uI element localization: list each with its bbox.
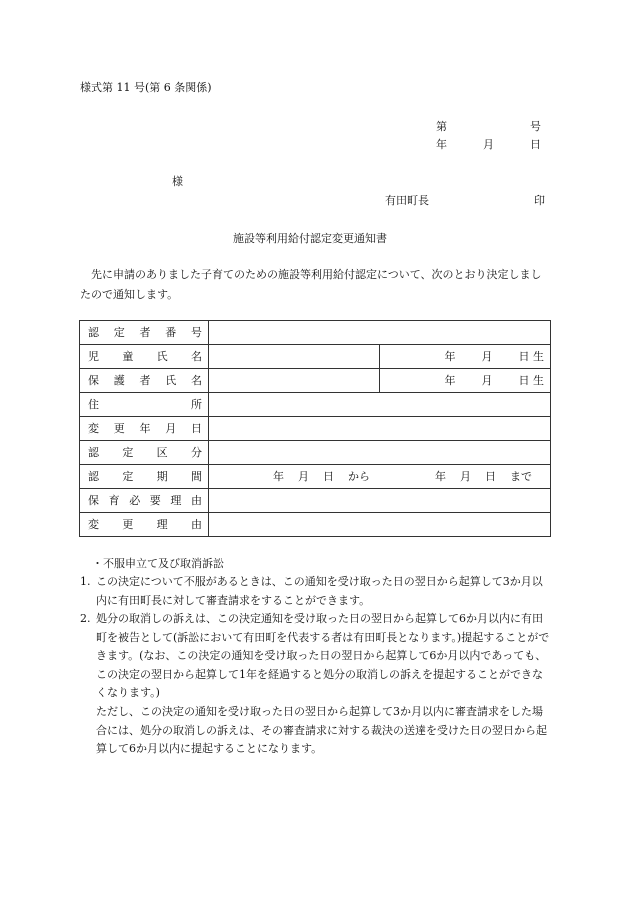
label-address: 住 所 — [80, 393, 209, 417]
document-number-prefix: 第 — [436, 120, 447, 133]
table-row-childcare-reason — [80, 489, 551, 513]
issuer-name: 有田町長 — [385, 194, 429, 207]
note-number: 1. — [80, 575, 91, 588]
document-number-suffix: 号 — [530, 120, 541, 133]
document-title: 施設等利用給付認定変更通知書 — [233, 232, 387, 245]
label-child-name: 児 童 氏 名 — [80, 345, 209, 369]
table-row-child-name — [80, 345, 551, 369]
label-childcare-reason: 保 育 必 要 理 由 — [80, 489, 209, 513]
field-child-name[interactable] — [209, 345, 380, 369]
table-row-certified-number — [80, 321, 551, 345]
label-certification-category: 認 定 区 分 — [80, 441, 209, 465]
table-row-change-reason — [80, 513, 551, 537]
table-row-guardian-name — [80, 369, 551, 393]
date-day-label: 日 — [530, 138, 541, 151]
notice-body: 先に申請のありました子育てのための施設等利用給付認定について、次のとおり決定しましたので通知します。 — [80, 268, 542, 301]
field-change-date[interactable] — [209, 417, 551, 441]
label-certification-period: 認 定 期 間 — [80, 465, 209, 489]
date-year-label: 年 — [436, 138, 447, 151]
field-change-reason[interactable] — [209, 513, 551, 537]
field-certified-number[interactable] — [209, 321, 551, 345]
field-childcare-reason[interactable] — [209, 489, 551, 513]
appeal-notes-heading: ・不服申立て及び取消訴訟 — [92, 557, 224, 570]
seal-mark: 印 — [534, 194, 545, 207]
recipient-honorific: 様 — [172, 175, 183, 188]
field-guardian-birthdate[interactable]: 年 月 日 生 — [380, 369, 551, 393]
field-certification-category[interactable] — [209, 441, 551, 465]
table-row-certification-category — [80, 441, 551, 465]
note-number: 2. — [80, 612, 91, 625]
period-from: 年 月 日 から — [273, 469, 370, 483]
label-change-reason: 変 更 理 由 — [80, 513, 209, 537]
certification-table — [79, 320, 551, 537]
field-guardian-name[interactable] — [209, 369, 380, 393]
date-month-label: 月 — [483, 138, 494, 151]
note-text: 処分の取消しの訴えは、この決定通知を受け取った日の翌日から起算して6か月以内に有田町を被告として(訴訟において有田町を代表する者は有田町長となります。)提起することができます。(なお、この決定の通知を受け取った日の翌日から起算して6か月以内であっても、この決定の翌日から起算して1年を経過すると処分の取消しの訴えを提起することができなくなります。) — [96, 612, 550, 699]
table-row-address — [80, 393, 551, 417]
field-child-birthdate[interactable]: 年 月 日 生 — [380, 345, 551, 369]
label-certified-number: 認 定 者 番 号 — [80, 321, 209, 345]
table-row-change-date — [80, 417, 551, 441]
table-row-certification-period — [80, 465, 551, 489]
label-guardian-name: 保 護 者 氏 名 — [80, 369, 209, 393]
period-to: 年 月 日 まで — [435, 469, 532, 483]
field-address[interactable] — [209, 393, 551, 417]
note-text-proviso: ただし、この決定の通知を受け取った日の翌日から起算して3か月以内に審査請求をした場合には、処分の取消しの訴えは、その審査請求に対する裁決の送達を受けた日の翌日から起算して6か月以内に提起することになります。 — [96, 705, 547, 755]
form-number: 様式第 11 号(第 6 条関係) — [80, 81, 212, 94]
label-change-date: 変 更 年 月 日 — [80, 417, 209, 441]
note-text: この決定について不服があるときは、この通知を受け取った日の翌日から起算して3か月以内に有田町長に対して審査請求をすることができます。 — [96, 575, 543, 607]
field-certification-period[interactable] — [209, 465, 551, 489]
